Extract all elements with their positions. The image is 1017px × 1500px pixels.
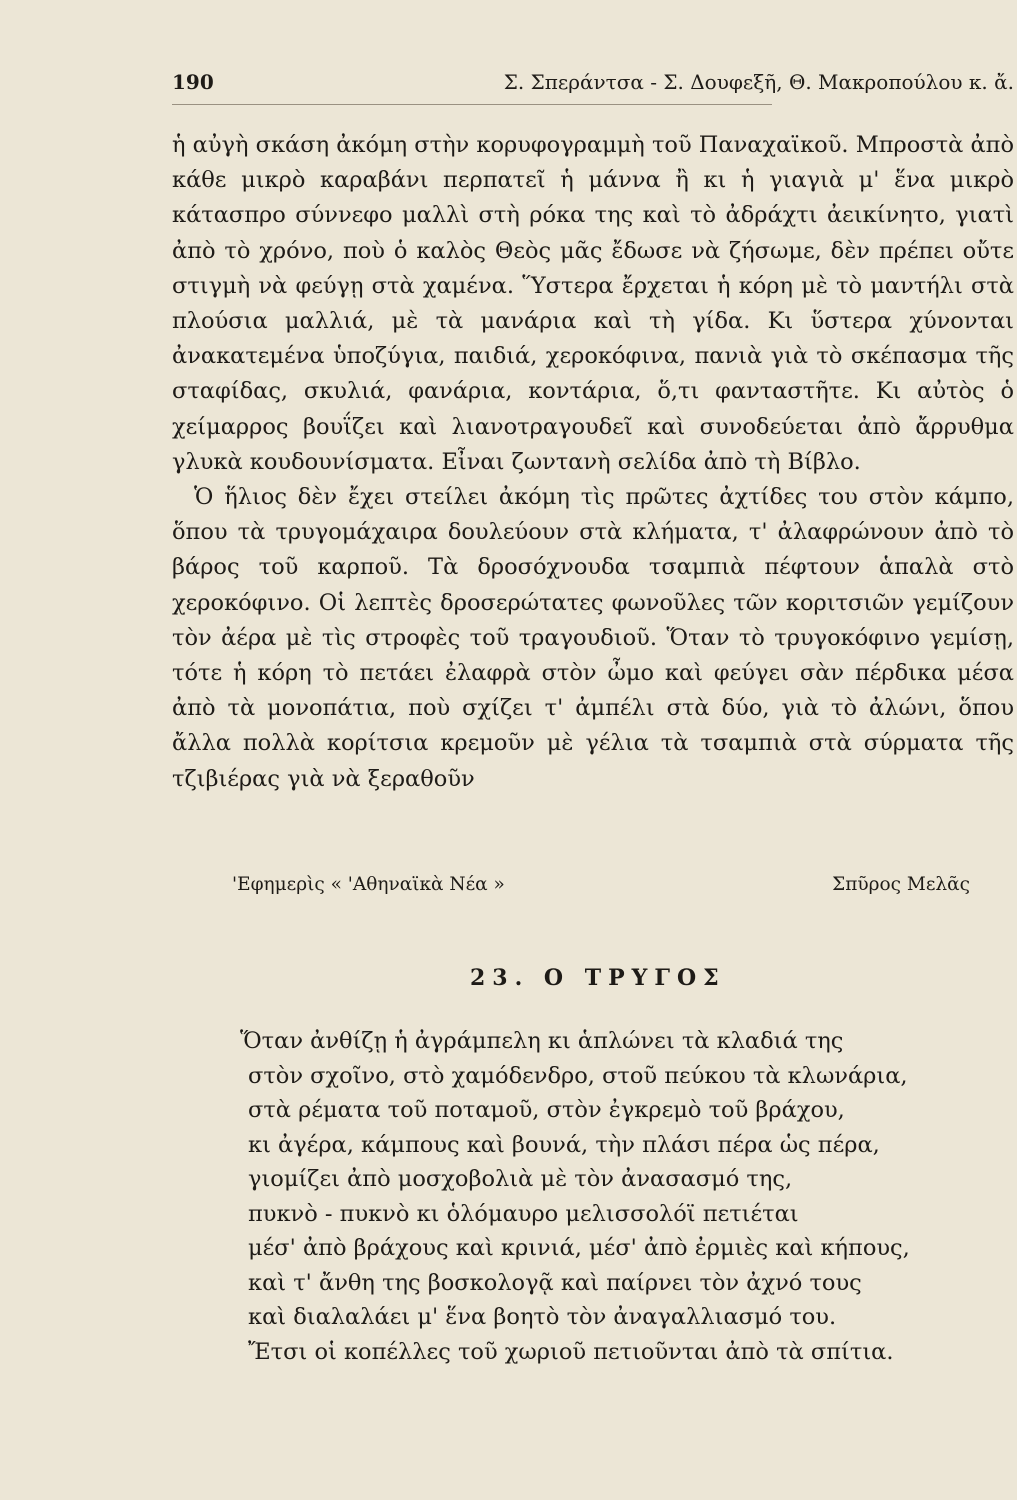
poem-line: γιομίζει ἀπὸ μοσχοβολιὰ μὲ τὸν ἀνασασμό της, xyxy=(248,1166,793,1192)
poem-line: Ἔτσι οἱ κοπέλλες τοῦ χωριοῦ πετιοῦνται ἀπὸ τὰ σπίτια. xyxy=(248,1338,894,1365)
poem xyxy=(240,1024,1008,1369)
prose-paragraph: Ὁ ἥλιος δὲν ἔχει στείλει ἀκόμη τὶς πρῶτες ἀχτίδες του στὸν κάμπο, ὅπου τὰ τρυγομάχαιρα δουλεύουν στὰ κλήματα, τ' ἀλαφρώνουν ἀπὸ τὸ βάρος τοῦ καρποῦ. Τὰ δροσόχνουδα τσαμπιὰ πέφτουν ἁπαλὰ στὸ χεροκόφινο. Οἱ λεπτὲς δροσερώτατες φωνοῦλες τῶν κοριτσιῶν γεμίζουν τὸν ἀέρα μὲ τὶς στροφὲς τοῦ τραγουδιοῦ. Ὅταν τὸ τρυγοκόφινο γεμίσῃ, τότε ἡ κόρη τὸ πετάει ἐλαφρὰ στὸν ὦμο καὶ φεύγει σὰν πέρδικα μέσα ἀπὸ τὰ μονοπάτια, ποὺ σχίζει τ' ἀμπέλι στὰ δύο, γιὰ τὸ ἀλώνι, ὅπου ἄλλα πολλὰ κορίτσια κρεμοῦν μὲ γέλια τὰ τσαμπιὰ στὰ σύρματα τῆς τζιβιέρας γιὰ νὰ ξεραθοῦν xyxy=(172,484,1014,792)
source-newspaper: 'Εφημερὶς « 'Αθηναϊκὰ Νέα » xyxy=(232,874,505,895)
poem-line: καὶ τ' ἄνθη της βοσκολογᾷ καὶ παίρνει τὸν ἀχνό τους xyxy=(248,1269,862,1296)
prose-paragraph: ἡ αὐγὴ σκάση ἀκόμη στὴν κορυφογραμμὴ τοῦ Παναχαϊκοῦ. Μπροστὰ ἀπὸ κάθε μικρὸ καραβάνι περπατεῖ ἡ μάννα ἢ κι ἡ γιαγιὰ μ' ἕνα μικρὸ κάτασπρο σύννεφο μαλλὶ στὴ ρόκα της καὶ τὸ ἀδράχτι ἀεικίνητο, γιατὶ ἀπὸ τὸ χρόνο, ποὺ ὁ καλὸς Θεὸς μᾶς ἔδωσε νὰ ζήσωμε, δὲν πρέπει οὔτε στιγμὴ νὰ φεύγῃ στὰ χαμένα. Ὕστερα ἔρχεται ἡ κόρη μὲ τὸ μαντήλι στὰ πλούσια μαλλιά, μὲ τὰ μανάρια καὶ τὴ γίδα. Κι ὕστερα χύνονται ἀνακατεμένα ὑποζύγια, παιδιά, χεροκόφινα, πανιὰ γιὰ τὸ σκέπασμα τῆς σταφίδας, σκυλιά, φανάρια, κοντάρια, ὅ,τι φανταστῆτε. Κι αὐτὸς ὁ χείμαρρος βουΐζει καὶ λιανοτραγουδεῖ καὶ συνοδεύεται ἀπὸ ἄρρυθμα γλυκὰ κουδουνίσματα. Εἶναι ζωντανὴ σελίδα ἀπὸ τὴ Βίβλο. xyxy=(172,132,1014,475)
section-title: 23. Ο ΤΡΥΓΟΣ xyxy=(470,965,726,991)
poem-line: στὸν σχοῖνο, στὸ χαμόδενδρο, στοῦ πεύκου τὰ κλωνάρια, xyxy=(248,1062,908,1089)
header-rule xyxy=(172,104,772,105)
prose-text xyxy=(172,128,1014,797)
poem-line: καὶ διαλαλάει μ' ἕνα βοητὸ τὸν ἀναγαλλιασμό του. xyxy=(248,1304,837,1330)
poem-line: μέσ' ἀπὸ βράχους καὶ κρινιά, μέσ' ἀπὸ ἐρμιὲς καὶ κήπους, xyxy=(248,1235,910,1261)
poem-line: στὰ ρέματα τοῦ ποταμοῦ, στὸν ἐγκρεμὸ τοῦ βράχου, xyxy=(248,1097,845,1123)
page-number: 190 xyxy=(172,70,214,94)
poem-line: κι ἀγέρα, κάμπους καὶ βουνά, τὴν πλάσι πέρα ὡς πέρα, xyxy=(248,1131,880,1158)
poem-line: πυκνὸ - πυκνὸ κι ὁλόμαυρο μελισσολόϊ πετιέται xyxy=(248,1200,799,1227)
running-head: Σ. Σπεράντσα - Σ. Δουφεξῆ, Θ. Μακροπούλου κ. ἄ. xyxy=(503,70,1014,94)
source-author: Σπῦρος Μελᾶς xyxy=(832,874,970,895)
poem-line: Ὅταν ἀνθίζῃ ἡ ἀγράμπελη κι ἁπλώνει τὰ κλαδιά της xyxy=(240,1028,844,1054)
